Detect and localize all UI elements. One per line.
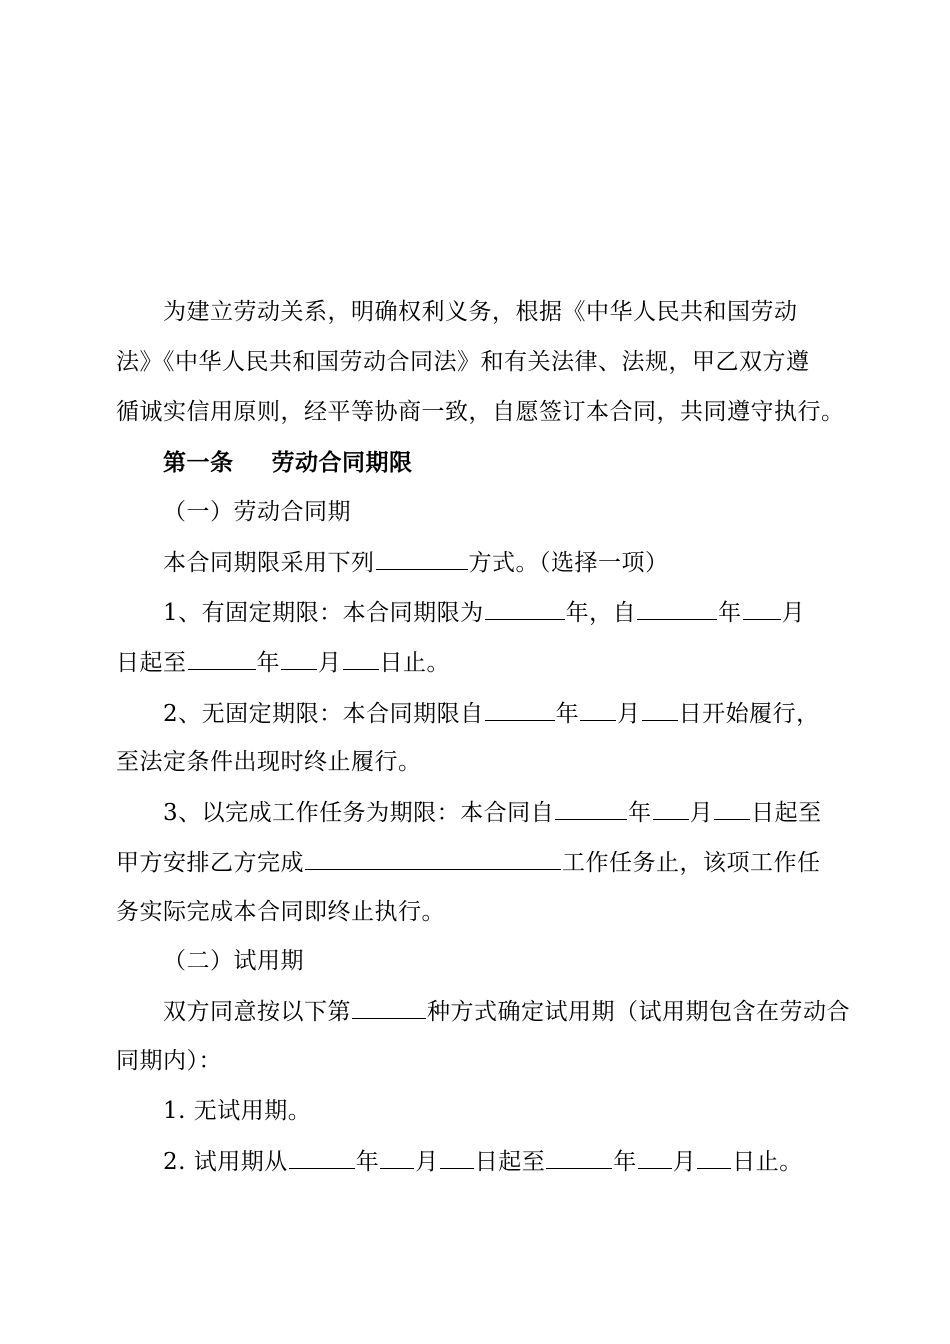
option-task-term-line-3: 务实际完成本合同即终止执行。 [116, 899, 445, 925]
blank-start-month[interactable] [653, 797, 689, 820]
blank-start-year[interactable] [555, 797, 627, 820]
text-segment: 年 [628, 800, 652, 826]
probation-option-1: 1. 无试用期。 [163, 1098, 312, 1124]
text-segment: 月 [672, 1149, 697, 1175]
blank-task[interactable] [305, 847, 561, 870]
text-segment: 年 [718, 600, 742, 626]
text-segment: 工作任务止，该项工作任 [562, 850, 821, 876]
text-segment: 年 [613, 1149, 637, 1175]
text-segment: 年 [355, 1149, 380, 1175]
text-segment: 月 [318, 650, 342, 676]
text-segment: 月 [617, 701, 641, 727]
blank-end-year[interactable] [188, 647, 256, 670]
text-segment: 2、无固定期限：本合同期限自 [163, 701, 484, 727]
section-1-heading: （一）劳动合同期 [163, 499, 351, 525]
option-fixed-term-line-1 [163, 597, 805, 628]
text-segment: 日止。 [379, 650, 450, 676]
text-segment: 本合同期限采用下列 [163, 550, 375, 576]
text-segment: 种方式确定试用期（试用期包含在劳动合 [427, 999, 850, 1025]
article-title: 劳动合同期限 [271, 449, 413, 476]
blank-method-number[interactable] [352, 996, 426, 1019]
blank-start-month[interactable] [380, 1146, 414, 1169]
option-open-term-line-1 [163, 698, 820, 729]
text-segment: 年 [256, 650, 280, 676]
text-segment: 月 [415, 1149, 439, 1175]
option-task-term-line-1 [163, 797, 822, 828]
blank-start-year[interactable] [289, 1146, 355, 1169]
blank-years[interactable] [485, 597, 565, 620]
option-open-term-line-2: 至法定条件出现时终止履行。 [116, 749, 422, 775]
text-segment: 方式。（选择一项） [468, 550, 669, 576]
text-segment: 日开始履行， [678, 701, 820, 727]
blank-start-day[interactable] [714, 797, 750, 820]
text-segment: 3、以完成工作任务为期限：本合同自 [163, 800, 555, 826]
text-segment: 年，自 [565, 600, 637, 626]
intro-line-3: 循诚实信用原则，经平等协商一致，自愿签订本合同，共同遵守执行。 [116, 399, 845, 425]
blank-end-year[interactable] [546, 1146, 612, 1169]
blank-start-year[interactable] [485, 698, 555, 721]
option-fixed-term-line-2 [116, 647, 450, 678]
blank-start-day[interactable] [440, 1146, 474, 1169]
text-segment: 双方同意按以下第 [163, 999, 351, 1025]
text-segment: 甲方安排乙方完成 [116, 850, 304, 876]
blank-end-month[interactable] [638, 1146, 672, 1169]
blank-end-day[interactable] [343, 647, 379, 670]
blank-method[interactable] [376, 547, 468, 570]
option-task-term-line-2 [116, 847, 821, 878]
intro-line-2: 法》《中华人民共和国劳动合同法》和有关法律、法规，甲乙双方遵 [116, 349, 810, 375]
text-segment: 月 [689, 800, 714, 826]
article-number: 第一条 [163, 449, 234, 476]
blank-start-year[interactable] [637, 597, 717, 620]
blank-start-day[interactable] [642, 698, 678, 721]
blank-end-month[interactable] [281, 647, 317, 670]
intro-line-1: 为建立劳动关系，明确权利义务，根据《中华人民共和国劳动 [163, 299, 798, 325]
probation-agree-line-2: 同期内）： [116, 1048, 222, 1074]
text-segment: 年 [555, 701, 580, 727]
text-segment: 1、有固定期限：本合同期限为 [163, 600, 484, 626]
text-segment: 日起至 [751, 800, 822, 826]
text-segment: 日起至 [116, 650, 187, 676]
blank-start-month[interactable] [580, 698, 616, 721]
text-segment: 月 [781, 600, 806, 626]
text-segment: 日起至 [474, 1149, 546, 1175]
text-segment: 2. 试用期从 [163, 1149, 288, 1175]
probation-agree-line-1 [163, 996, 850, 1027]
section-2-heading: （二）试用期 [163, 948, 304, 974]
blank-end-day[interactable] [697, 1146, 731, 1169]
probation-option-2 [163, 1146, 803, 1177]
text-segment: 日止。 [732, 1149, 803, 1175]
term-method-line [163, 547, 669, 578]
article-1-heading [163, 448, 413, 478]
blank-start-month[interactable] [743, 597, 781, 620]
